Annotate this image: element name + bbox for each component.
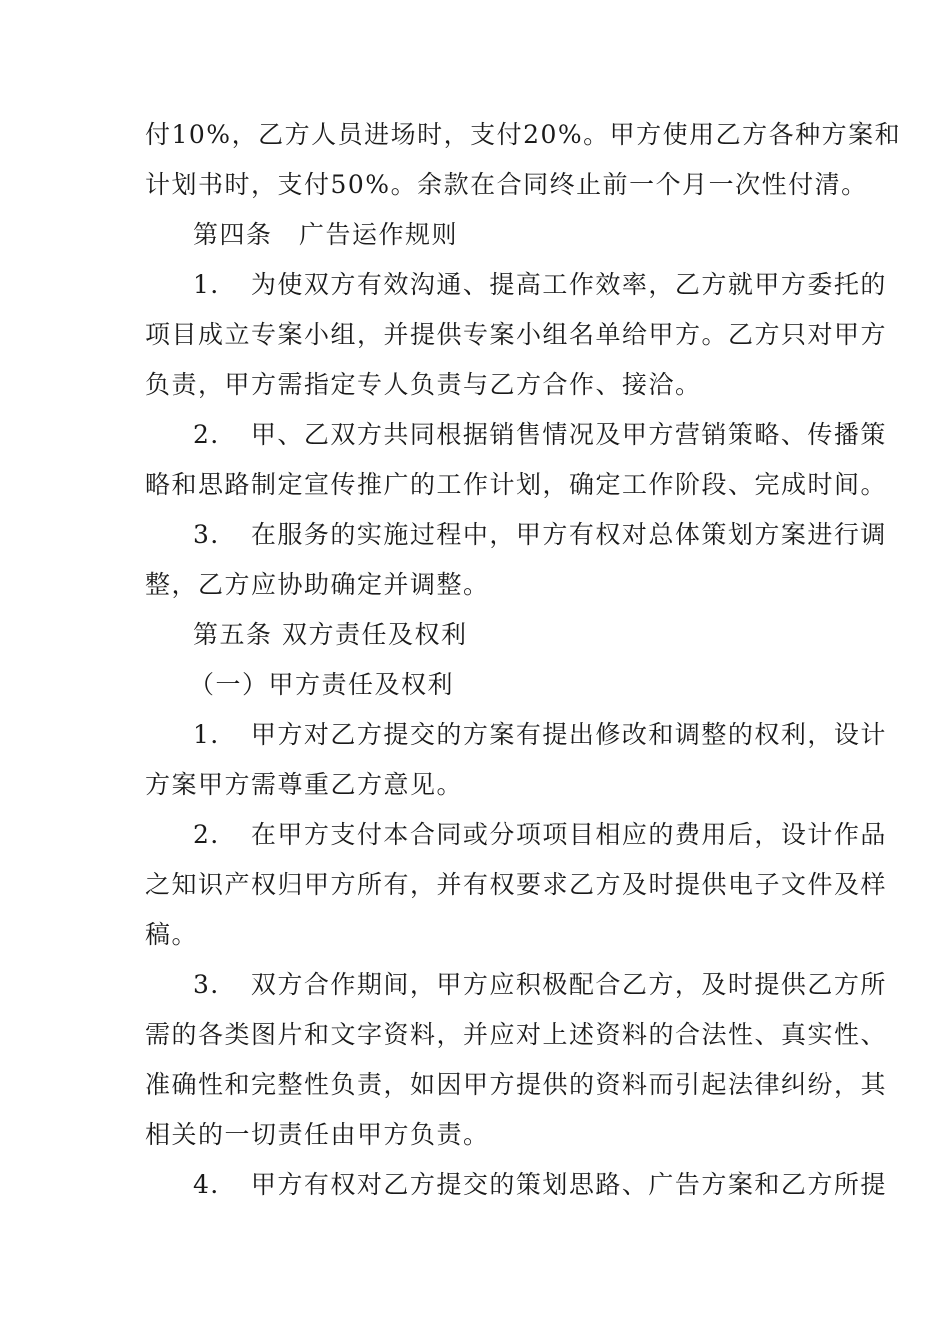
text-line: 计划书时，支付50%。余款在合同终止前一个月一次性付清。 <box>145 170 868 199</box>
text-line: 准确性和完整性负责，如因甲方提供的资料而引起法律纠纷，其 <box>145 1070 888 1099</box>
text-line: 2． 甲、乙双方共同根据销售情况及甲方营销策略、传播策 <box>193 420 887 449</box>
text-line: 2． 在甲方支付本合同或分项项目相应的费用后，设计作品 <box>193 820 887 849</box>
text-line: 之知识产权归甲方所有，并有权要求乙方及时提供电子文件及样 <box>145 870 888 899</box>
text-line: 方案甲方需尊重乙方意见。 <box>145 770 464 799</box>
text-line: 相关的一切责任由甲方负责。 <box>145 1120 490 1149</box>
text-line: 1． 甲方对乙方提交的方案有提出修改和调整的权利，设计 <box>193 720 887 749</box>
text-line: 负责，甲方需指定专人负责与乙方合作、接洽。 <box>145 370 702 399</box>
text-line: 项目成立专案小组，并提供专案小组名单给甲方。乙方只对甲方 <box>145 320 888 349</box>
text-line: 1． 为使双方有效沟通、提高工作效率，乙方就甲方委托的 <box>193 270 887 299</box>
text-line: 需的各类图片和文字资料，并应对上述资料的合法性、真实性、 <box>145 1020 888 1049</box>
section-heading: 第五条 双方责任及权利 <box>193 620 468 649</box>
text-line: 3． 在服务的实施过程中，甲方有权对总体策划方案进行调 <box>193 520 887 549</box>
text-line: 整，乙方应协助确定并调整。 <box>145 570 490 599</box>
text-line: 3． 双方合作期间，甲方应积极配合乙方，及时提供乙方所 <box>193 970 887 999</box>
section-heading: 第四条 广告运作规则 <box>193 220 459 249</box>
text-line: 付10%，乙方人员进场时，支付20%。甲方使用乙方各种方案和 <box>145 120 902 149</box>
subsection-heading: （一）甲方责任及权利 <box>189 670 455 699</box>
text-line: 稿。 <box>145 920 199 949</box>
text-line: 略和思路制定宣传推广的工作计划，确定工作阶段、完成时间。 <box>145 470 888 499</box>
text-line: 4． 甲方有权对乙方提交的策划思路、广告方案和乙方所提 <box>193 1170 887 1199</box>
